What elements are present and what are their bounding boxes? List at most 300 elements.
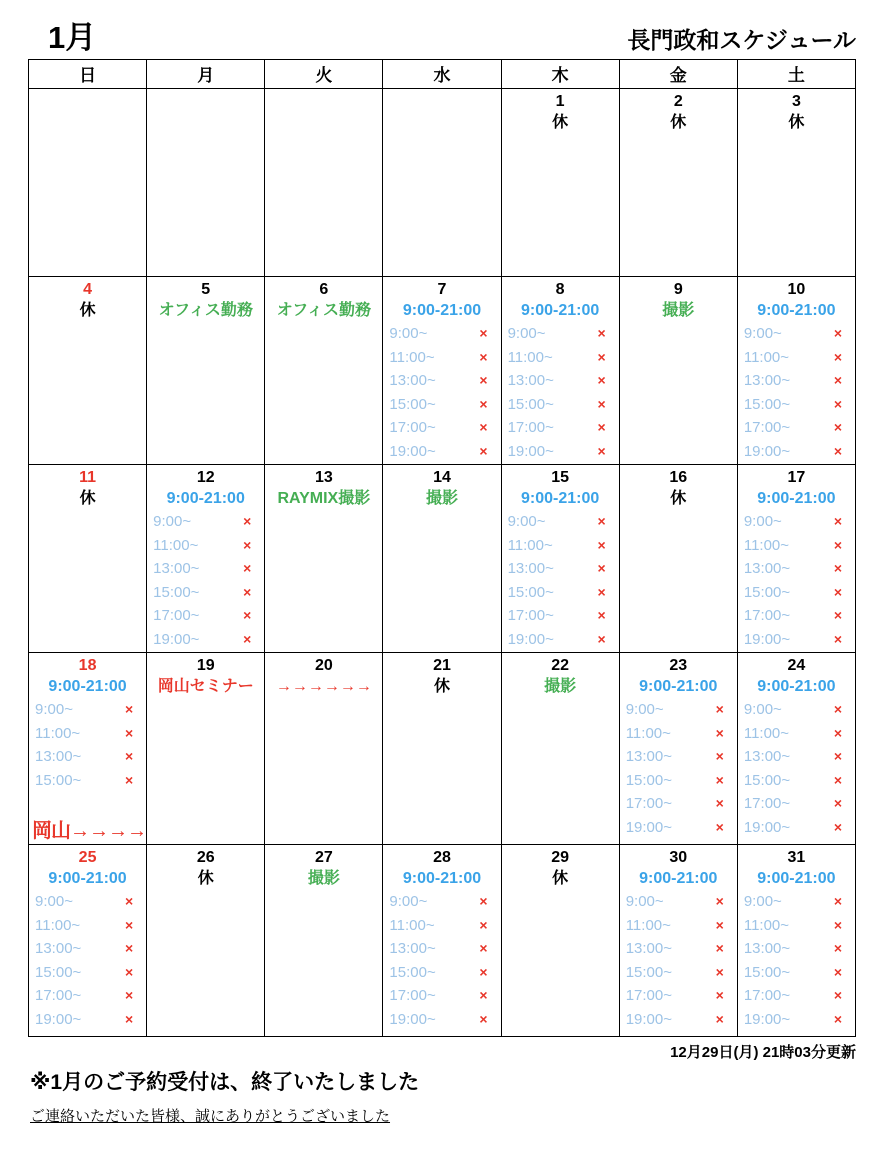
slot-time-label: 9:00~ [625,701,664,718]
slot-time-label: 11:00~ [153,536,199,554]
unavailable-x-mark: × [715,893,724,909]
closed-label: 休 [552,870,569,887]
slot-time-label: 15:00~ [743,771,791,789]
unavailable-x-mark: × [833,372,842,388]
unavailable-x-mark: × [124,748,134,764]
business-hours-label: 9:00-21:00 [639,870,718,887]
unavailable-x-mark: × [243,630,252,647]
business-hours-label: 9:00-21:00 [166,490,245,507]
closed-label: 休 [79,490,96,507]
weekday-header: 土 [737,60,855,89]
slot-time-label: 9:00~ [743,325,782,342]
page-footer [0,1041,884,1126]
unavailable-x-mark: × [715,987,724,1003]
business-hours-label: 9:00-21:00 [639,678,718,695]
day-cell-25 [29,845,147,1037]
unavailable-x-mark: × [597,630,606,647]
unavailable-x-mark: × [833,818,842,835]
time-slot [738,961,855,985]
date-number: 26 [196,849,215,866]
closed-label: 休 [552,114,569,131]
unavailable-x-mark: × [243,536,252,553]
closed-label: 休 [197,870,214,887]
slot-time-label: 17:00~ [507,607,554,624]
slot-time-label: 19:00~ [625,818,672,836]
calendar-week-row [29,465,856,653]
business-hours-label: 9:00-21:00 [757,870,836,887]
date-number: 24 [787,657,806,674]
date-number: 5 [201,281,211,298]
time-slot [502,322,619,346]
slot-time-label: 17:00~ [153,607,200,624]
time-slot [29,1008,146,1032]
time-slot [29,914,146,938]
slot-time-label: 9:00~ [625,893,664,910]
time-slot [29,961,146,985]
weekday-header-row [29,60,856,89]
slot-time-label: 11:00~ [507,536,553,554]
slot-time-label: 19:00~ [743,1010,791,1028]
slot-time-label: 11:00~ [743,348,790,366]
slot-time-label: 19:00~ [743,818,791,836]
slot-time-label: 15:00~ [743,583,791,601]
slot-time-label: 19:00~ [153,630,200,648]
slot-time-label: 13:00~ [507,372,554,389]
unavailable-x-mark: × [124,771,134,788]
slot-time-label: 13:00~ [743,748,791,765]
unavailable-x-mark: × [833,395,842,412]
date-number: 6 [319,281,329,298]
day-cell-5 [147,277,265,465]
unavailable-x-mark: × [124,916,134,933]
closed-label: 休 [79,302,96,319]
unavailable-x-mark: × [833,513,842,529]
date-number: 25 [78,849,97,866]
slot-time-label: 9:00~ [389,325,428,342]
event-label: 撮影 [425,490,458,507]
business-hours-label: 9:00-21:00 [757,302,836,319]
continuation-arrows: →→→→→→ [275,678,372,695]
time-slot [738,984,855,1008]
slot-time-label: 17:00~ [389,419,436,436]
slot-time-label: 17:00~ [35,987,82,1004]
weekday-header: 金 [619,60,737,89]
unavailable-x-mark: × [833,940,842,956]
unavailable-x-mark: × [124,701,134,717]
unavailable-x-mark: × [833,1010,842,1027]
business-hours-label: 9:00-21:00 [48,678,127,695]
time-slot [620,698,737,722]
event-label: 撮影 [544,678,577,695]
slot-time-label: 19:00~ [389,1010,436,1028]
unavailable-x-mark: × [243,607,252,623]
date-number: 22 [551,657,570,674]
day-cell-30 [619,845,737,1037]
time-slot [147,581,264,605]
unavailable-x-mark: × [833,748,842,764]
time-slot [620,1008,737,1032]
event-label: オフィス勤務 [158,302,253,319]
time-slot [738,510,855,534]
slot-time-label: 9:00~ [35,701,73,718]
time-slot [383,961,500,985]
unavailable-x-mark: × [597,419,606,435]
page-header [0,0,884,59]
time-slot [738,393,855,417]
unavailable-x-mark: × [124,724,134,741]
day-cell-2 [619,89,737,277]
time-slot [29,937,146,961]
slot-time-label: 19:00~ [507,630,554,648]
time-slot [147,604,264,628]
event-label: 岡山セミナー [157,678,254,695]
unavailable-x-mark: × [715,916,724,933]
time-slot [738,769,855,793]
unavailable-x-mark: × [833,536,842,553]
time-slot [620,984,737,1008]
unavailable-x-mark: × [833,916,842,933]
time-slot [620,961,737,985]
unavailable-x-mark: × [124,963,134,980]
day-cell-7 [383,277,501,465]
time-slot [620,722,737,746]
slot-time-label: 9:00~ [743,701,782,718]
time-slot [738,722,855,746]
slot-time-label: 11:00~ [389,916,435,934]
day-cell-15 [501,465,619,653]
slot-time-label: 17:00~ [743,419,791,436]
unavailable-x-mark: × [833,987,842,1003]
day-cell-empty [265,89,383,277]
slot-time-label: 11:00~ [743,724,790,742]
date-number: 1 [555,93,565,110]
time-slot [502,557,619,581]
slot-time-label: 11:00~ [389,348,435,366]
unavailable-x-mark: × [597,325,606,341]
date-number: 28 [433,849,451,866]
slot-time-label: 15:00~ [625,771,672,789]
date-number: 23 [669,657,688,674]
time-slot [383,937,500,961]
unavailable-x-mark: × [124,893,134,909]
day-cell-8 [501,277,619,465]
slot-time-label: 15:00~ [507,395,554,413]
time-slot [738,698,855,722]
travel-note: 岡山→→→→ [32,820,146,842]
time-slot [383,346,500,370]
date-number: 30 [669,849,688,866]
slot-time-label: 13:00~ [153,560,200,577]
slot-time-label: 11:00~ [35,724,81,742]
unavailable-x-mark: × [715,940,724,956]
slot-time-label: 9:00~ [507,325,546,342]
day-cell-14 [383,465,501,653]
day-cell-23 [619,653,737,845]
unavailable-x-mark: × [479,395,488,412]
month-label: 1月 [48,20,97,55]
event-label: RAYMIX撮影 [277,490,371,507]
unavailable-x-mark: × [833,630,842,647]
date-number: 9 [673,281,683,298]
slot-time-label: 17:00~ [507,419,554,436]
day-cell-11 [29,465,147,653]
date-number: 29 [551,849,570,866]
time-slot [29,890,146,914]
slot-time-label: 15:00~ [743,395,791,413]
day-cell-10 [737,277,855,465]
slot-time-label: 13:00~ [743,372,791,389]
business-hours-label: 9:00-21:00 [402,870,482,887]
unavailable-x-mark: × [479,987,488,1003]
day-cell-20 [265,653,383,845]
day-cell-1 [501,89,619,277]
day-cell-19 [147,653,265,845]
slot-time-label: 11:00~ [507,348,553,366]
unavailable-x-mark: × [833,701,842,717]
day-cell-12 [147,465,265,653]
time-slot [147,534,264,558]
calendar-table [28,59,856,1037]
unavailable-x-mark: × [243,583,252,600]
time-slot [620,816,737,840]
unavailable-x-mark: × [715,748,724,764]
slot-time-label: 19:00~ [743,630,791,648]
slot-time-label: 9:00~ [153,513,192,530]
slot-time-label: 9:00~ [743,893,782,910]
unavailable-x-mark: × [833,724,842,741]
date-number: 17 [787,469,806,486]
weekday-header: 火 [265,60,383,89]
date-number: 3 [791,93,801,110]
day-cell-18 [29,653,147,845]
unavailable-x-mark: × [833,893,842,909]
day-cell-17 [737,465,855,653]
date-number: 20 [314,657,333,674]
unavailable-x-mark: × [124,987,134,1003]
slot-time-label: 17:00~ [743,987,791,1004]
date-number: 19 [196,657,215,674]
thanks-note: ご連絡いただいた皆様、誠にありがとうございました [30,1108,391,1125]
time-slot [502,369,619,393]
time-slot [738,816,855,840]
time-slot [738,628,855,652]
day-cell-22 [501,653,619,845]
slot-time-label: 13:00~ [389,940,436,957]
unavailable-x-mark: × [833,963,842,980]
day-cell-3 [737,89,855,277]
day-cell-29 [501,845,619,1037]
weekday-header: 日 [29,60,147,89]
unavailable-x-mark: × [597,372,606,388]
unavailable-x-mark: × [715,724,724,741]
slot-time-label: 15:00~ [389,395,436,413]
day-cell-empty [147,89,265,277]
business-hours-label: 9:00-21:00 [757,678,836,695]
slot-time-label: 19:00~ [743,442,791,460]
unavailable-x-mark: × [833,607,842,623]
calendar-week-row [29,845,856,1037]
time-slot [502,346,619,370]
unavailable-x-mark: × [597,536,606,553]
time-slot [738,581,855,605]
unavailable-x-mark: × [597,560,606,576]
time-slot [738,557,855,581]
slot-time-label: 17:00~ [625,987,672,1004]
slot-time-label: 19:00~ [389,442,436,460]
unavailable-x-mark: × [479,348,488,365]
slot-time-label: 19:00~ [507,442,554,460]
slot-time-label: 15:00~ [743,963,791,981]
time-slot [29,722,146,746]
date-number: 16 [669,469,688,486]
unavailable-x-mark: × [715,771,724,788]
time-slot [738,322,855,346]
closed-label: 休 [788,114,805,131]
unavailable-x-mark: × [479,325,488,341]
slot-time-label: 13:00~ [625,940,672,957]
unavailable-x-mark: × [833,442,842,459]
unavailable-x-mark: × [597,395,606,412]
time-slot [738,914,855,938]
date-number: 4 [83,281,93,298]
slot-time-label: 9:00~ [389,893,428,910]
day-cell-16 [619,465,737,653]
slot-time-label: 11:00~ [743,536,790,554]
weekday-header: 月 [147,60,265,89]
time-slot [502,581,619,605]
day-cell-27 [265,845,383,1037]
date-number: 14 [433,469,451,486]
updated-timestamp: 12月29日(月) 21時03分更新 [670,1044,856,1061]
time-slot [502,440,619,464]
time-slot [383,416,500,440]
slot-time-label: 19:00~ [625,1010,672,1028]
time-slot [738,937,855,961]
unavailable-x-mark: × [715,963,724,980]
unavailable-x-mark: × [833,348,842,365]
time-slot [620,769,737,793]
business-hours-label: 9:00-21:00 [402,302,482,319]
unavailable-x-mark: × [833,795,842,811]
time-slot [383,440,500,464]
day-cell-9 [619,277,737,465]
slot-time-label: 11:00~ [35,916,81,934]
time-slot [620,914,737,938]
date-number: 31 [787,849,806,866]
day-cell-empty [29,89,147,277]
day-cell-28 [383,845,501,1037]
event-label: 撮影 [662,302,695,319]
unavailable-x-mark: × [243,560,252,576]
slot-time-label: 11:00~ [743,916,790,934]
time-slot [620,937,737,961]
slot-time-label: 11:00~ [625,916,671,934]
slot-time-label: 13:00~ [389,372,436,389]
event-label: オフィス勤務 [276,302,371,319]
unavailable-x-mark: × [833,771,842,788]
unavailable-x-mark: × [479,893,488,909]
unavailable-x-mark: × [715,1010,724,1027]
unavailable-x-mark: × [124,940,134,956]
slot-time-label: 13:00~ [743,940,791,957]
slot-time-label: 15:00~ [153,583,200,601]
unavailable-x-mark: × [833,560,842,576]
time-slot [738,534,855,558]
slot-time-label: 15:00~ [625,963,672,981]
unavailable-x-mark: × [597,348,606,365]
time-slot [29,769,146,793]
time-slot [502,628,619,652]
time-slot [738,1008,855,1032]
slot-time-label: 13:00~ [35,940,82,957]
slot-time-label: 13:00~ [507,560,554,577]
date-number: 12 [196,469,215,486]
date-number: 21 [433,657,451,674]
time-slot [738,604,855,628]
time-slot [383,322,500,346]
unavailable-x-mark: × [479,1010,488,1027]
unavailable-x-mark: × [597,513,606,529]
time-slot [738,792,855,816]
date-number: 7 [437,281,447,298]
time-slot [147,628,264,652]
slot-time-label: 17:00~ [389,987,436,1004]
page-title: 長門政和スケジュール [627,26,856,53]
slot-time-label: 9:00~ [743,513,782,530]
closed-label: 休 [670,114,687,131]
slot-time-label: 17:00~ [625,795,672,812]
time-slot [383,1008,500,1032]
time-slot [502,393,619,417]
calendar-week-row [29,653,856,845]
date-number: 8 [555,281,565,298]
business-hours-label: 9:00-21:00 [520,302,600,319]
weekday-header: 水 [383,60,501,89]
date-number: 11 [79,469,97,486]
time-slot [502,510,619,534]
unavailable-x-mark: × [479,916,488,933]
closed-label: 休 [433,678,450,695]
time-slot [620,792,737,816]
slot-time-label: 15:00~ [35,963,82,981]
day-cell-13 [265,465,383,653]
time-slot [738,369,855,393]
unavailable-x-mark: × [715,818,724,835]
slot-time-label: 13:00~ [743,560,791,577]
time-slot [383,369,500,393]
unavailable-x-mark: × [833,583,842,600]
slot-time-label: 9:00~ [507,513,546,530]
slot-time-label: 15:00~ [35,771,82,789]
day-cell-24 [737,653,855,845]
weekday-header: 木 [501,60,619,89]
slot-time-label: 15:00~ [389,963,436,981]
date-number: 13 [314,469,333,486]
slot-time-label: 9:00~ [35,893,73,910]
time-slot [29,698,146,722]
day-cell-26 [147,845,265,1037]
slot-time-label: 17:00~ [743,795,791,812]
time-slot [147,557,264,581]
unavailable-x-mark: × [124,1010,134,1027]
time-slot [738,416,855,440]
time-slot [620,745,737,769]
time-slot [383,914,500,938]
calendar-week-row [29,89,856,277]
unavailable-x-mark: × [715,795,724,811]
date-number: 27 [314,849,333,866]
unavailable-x-mark: × [597,442,606,459]
